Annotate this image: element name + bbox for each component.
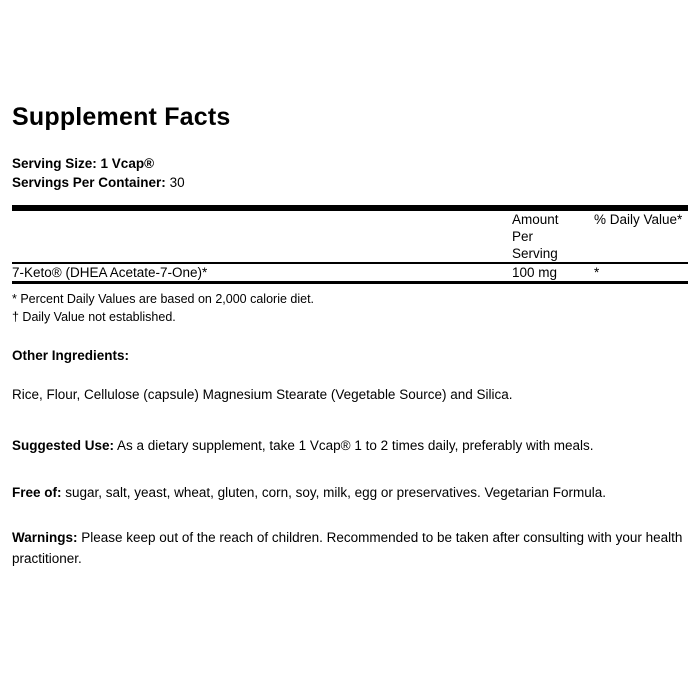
row-ingredient-name: 7-Keto® (DHEA Acetate-7-One)* bbox=[12, 264, 208, 280]
suggested-use-label: Suggested Use: bbox=[12, 437, 115, 453]
spacer-before-warnings bbox=[12, 503, 688, 527]
warnings-label: Warnings: bbox=[12, 529, 78, 545]
spacer-before-suggested-use bbox=[12, 405, 688, 435]
warnings-text: Please keep out of the reach of children. Recommended to be taken after consulting with your health practitioner. bbox=[12, 529, 683, 566]
suggested-use-text: As a dietary supplement, take 1 Vcap® 1 to 2 times daily, preferably with meals. bbox=[114, 437, 594, 453]
servings-per-container-line bbox=[12, 173, 688, 192]
header-amount-line-2: Per bbox=[512, 228, 534, 244]
serving-size-label: Serving Size: bbox=[12, 155, 97, 171]
other-ingredients-text: Rice, Flour, Cellulose (capsule) Magnesium Stearate (Vegetable Source) and Silica. bbox=[12, 386, 513, 402]
header-daily-value: % Daily Value* bbox=[594, 211, 683, 227]
servings-per-container-label: Servings Per Container: bbox=[12, 174, 166, 190]
other-ingredients-heading: Other Ingredients: bbox=[12, 347, 130, 363]
header-amount-line-1: Amount bbox=[512, 211, 559, 227]
free-of bbox=[12, 482, 688, 503]
header-amount-per-serving bbox=[512, 211, 594, 262]
spacer-after-footnotes bbox=[12, 326, 688, 348]
footnotes bbox=[12, 284, 688, 326]
nutrition-table bbox=[12, 211, 688, 262]
suggested-use bbox=[12, 435, 688, 456]
row-ingredient-daily-value: * bbox=[594, 264, 600, 280]
free-of-label: Free of: bbox=[12, 484, 62, 500]
spacer-before-free-of bbox=[12, 456, 688, 482]
nutrition-rows bbox=[12, 264, 688, 281]
header-amount-line-3: Serving bbox=[512, 245, 558, 261]
header-blank bbox=[12, 211, 512, 262]
row-ingredient-amount: 100 mg bbox=[512, 264, 558, 280]
footnote-percent-daily-values: * Percent Daily Values are based on 2,000 calorie diet. bbox=[12, 291, 315, 306]
table-header-row bbox=[12, 211, 688, 262]
table-row bbox=[12, 264, 688, 281]
warnings bbox=[12, 527, 688, 569]
free-of-text: sugar, salt, yeast, wheat, gluten, corn, soy, milk, egg or preservatives. Vegetarian Formula. bbox=[61, 484, 607, 500]
serving-size-value: 1 Vcap® bbox=[100, 155, 155, 171]
footnote-daily-value-not-established: † Daily Value not established. bbox=[12, 309, 176, 324]
page-title: Supplement Facts bbox=[12, 103, 231, 131]
serving-size-line bbox=[12, 154, 688, 173]
servings-per-container-value: 30 bbox=[169, 174, 185, 190]
